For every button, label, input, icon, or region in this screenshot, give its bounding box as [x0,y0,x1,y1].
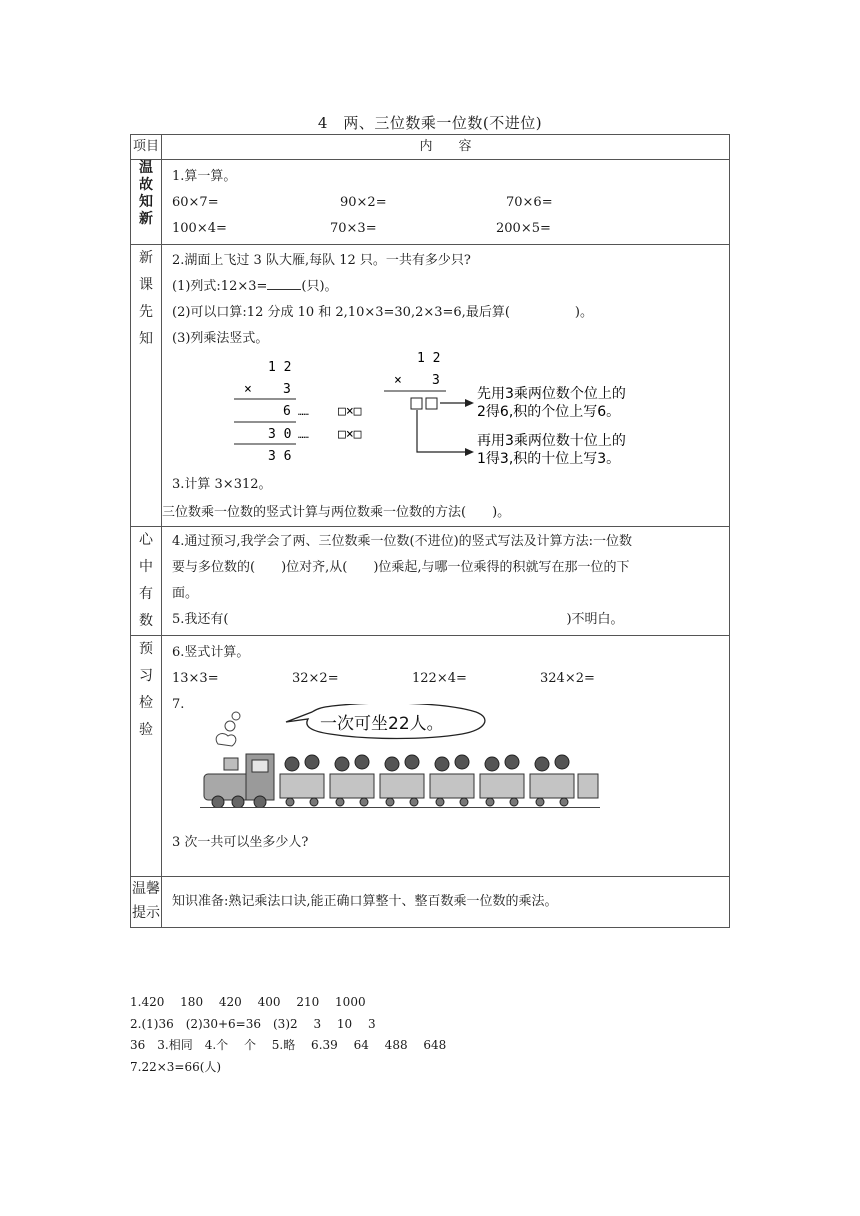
answer-blank[interactable] [267,275,301,290]
arrow-1-head [465,399,474,407]
vertical-multiplication-figure [162,352,729,468]
vc-partial-1: 6 [283,404,291,419]
vc-dots-2: …… [298,431,309,441]
vc-top: 1 2 [268,360,292,375]
train-picture [200,704,600,808]
question-6: 6.竖式计算。 [172,645,250,660]
question-2: 2.湖面上飞过 3 队大雁,每队 12 只。一共有多少只? [172,253,471,268]
answer-key [130,992,730,1078]
vc-multiplier: 3 [283,382,291,397]
q1-item: 70×6= [506,195,553,210]
wheel [254,796,266,808]
note-2-line-1: 再用3乘两位数十位上的 [477,433,626,449]
q1-item: 100×4= [172,221,227,236]
header-content: 内 容 [162,135,730,160]
review-content [162,160,730,245]
train-cars [280,774,598,798]
answer-line: 7.22×3=66(人) [130,1059,222,1074]
wheel [212,796,224,808]
question-3-text: 三位数乘一位数的竖式计算与两位数乘一位数的方法( )。 [162,505,511,520]
vc2-multiplier: 3 [432,373,440,388]
smoke-puff [232,712,240,720]
note-2-line-2: 1得3,积的十位上写3。 [477,451,621,467]
vc2-top: 1 2 [417,352,441,366]
question-4-line-1: 4.通过预习,我学会了两、三位数乘一位数(不进位)的竖式写法及计算方法:一位数 [172,534,633,549]
section-label-new-lesson: 新 课 先 知 [131,245,162,527]
q6-item: 13×3= [172,671,219,686]
speech-bubble-text: 一次可坐22人。 [320,714,444,734]
wheel [232,796,244,808]
section-label-tips: 温馨 提示 [131,877,162,928]
answer-line: 36 3.相同 4.个 个 5.略 6.39 64 488 648 [130,1038,447,1052]
section-label-check: 预 习 检 验 [131,636,162,877]
question-1: 1.算一算。 [172,169,237,184]
answer-box-ones[interactable] [426,398,437,409]
question-1-row-1 [162,190,729,216]
multiplication-diagram [162,352,730,468]
smoke-puff [225,721,235,731]
chimney [224,758,238,770]
question-4-line-3: 面。 [172,586,199,601]
cab-window [252,760,268,772]
summary-content [162,527,730,636]
car-wheels [286,798,568,806]
check-content [162,636,730,877]
tips-text: 知识准备:熟记乘法口诀,能正确口算整十、整百数乘一位数的乘法。 [172,894,558,909]
question-2-part-1: (1)列式:12×3= (只)。 [162,274,729,300]
answer-line: 1.420 180 420 400 210 1000 [130,995,366,1009]
section-label-review: 温 故 知 新 [131,160,162,245]
note-1-line-1: 先用3乘两位数个位上的 [477,386,626,402]
q1-item: 70×3= [330,221,377,236]
section-label-summary: 心 中 有 数 [131,527,162,636]
page-title: 4 两、三位数乘一位数(不进位) [317,114,543,132]
q6-item: 324×2= [540,671,595,686]
vc-sum: 3 6 [268,449,292,464]
q1-item: 90×2= [340,195,387,210]
passengers [285,755,569,771]
vc-box-eq-2: □×□ [338,427,362,442]
question-7: 7. [172,697,185,712]
q1-item: 200×5= [496,221,551,236]
q1-item: 60×7= [172,195,219,210]
header-item: 项目 [131,135,162,160]
question-1-row-2 [162,216,729,242]
question-4-line-2: 要与多位数的( )位对齐,从( )位乘起,与哪一位乘得的积就写在那一位的下 [172,560,630,575]
answer-box-tens[interactable] [411,398,422,409]
worksheet-table [130,134,730,928]
vc-dots-1: …… [298,408,309,418]
note-1-line-2: 2得6,积的个位上写6。 [477,404,621,420]
tips-content [162,877,730,928]
q6-item: 122×4= [412,671,467,686]
vc2-times: × [394,373,402,388]
question-5: 5.我还有( )不明白。 [172,612,624,627]
question-2-part-3: (3)列乘法竖式。 [172,331,269,346]
question-3: 3.计算 3×312。 [172,477,272,492]
smoke-cloud [216,734,236,746]
question-2-part-2: (2)可以口算:12 分成 10 和 2,10×3=30,2×3=6,最后算( )。 [172,305,593,320]
answer-line: 2.(1)36 (2)30+6=36 (3)2 3 10 3 [130,1016,376,1031]
vc-times: × [244,382,252,397]
vc-box-eq-1: □×□ [338,404,362,419]
q6-item: 32×2= [292,671,339,686]
new-lesson-content [162,245,730,527]
question-6-items [162,666,729,692]
arrow-2-head [465,448,474,456]
train-illustration [162,714,729,822]
question-7-text: 3 次一共可以坐多少人? [172,835,309,850]
arrow-2 [417,410,466,452]
vc-partial-2: 3 0 [268,427,292,442]
